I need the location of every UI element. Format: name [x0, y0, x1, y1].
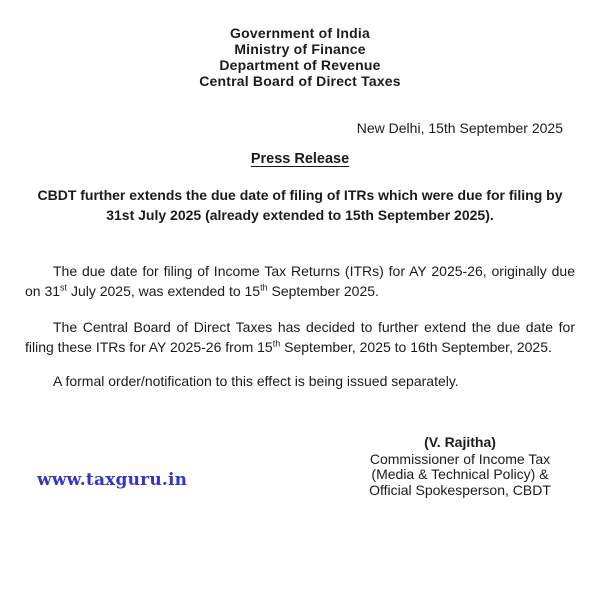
- letterhead: [25, 25, 575, 89]
- ordinal-superscript-th: th: [272, 338, 281, 349]
- paragraph-text: The due date for filing of Income Tax Returns (ITRs) for AY 2025-26, originally due on 31: [25, 263, 575, 299]
- signatory-designation: (Media & Technical Policy) &: [371, 466, 549, 482]
- ordinal-superscript-th: th: [260, 282, 268, 293]
- ordinal-superscript-st: st: [60, 282, 68, 293]
- taxguru-watermark-link[interactable]: www.taxguru.in: [37, 470, 188, 490]
- subject-heading: CBDT further extends the due date of filing of ITRs which were due for filing by 31st July 2025 (already extended to 15th September 2025).: [37, 187, 563, 223]
- paragraph-formal-order: A formal order/notification to this effect is being issued separately.: [53, 373, 459, 389]
- signatory-designation: Official Spokesperson, CBDT: [369, 481, 551, 498]
- paragraph-original-due-date: [25, 261, 575, 301]
- letterhead-line-ministry-of-finance: Ministry of Finance: [234, 41, 366, 57]
- paragraph-text: The Central Board of Direct Taxes has decided to further extend the due date for filing these ITRs for AY 2025-26 from 15: [25, 319, 575, 355]
- signatory-designation: Commissioner of Income Tax: [369, 450, 551, 467]
- paragraph-extension-decision: [25, 317, 575, 357]
- press-release-title: [25, 151, 575, 168]
- paragraph-text: September 2025.: [267, 283, 379, 299]
- paragraph-text: September, 2025 to 16th September, 2025.: [280, 339, 552, 355]
- press-release-title-text: Press Release: [250, 151, 350, 167]
- signatory-name: (V. Rajitha): [424, 434, 496, 450]
- paragraph-text: July 2025, was extended to 15: [67, 283, 261, 299]
- letterhead-line-cbdt: Central Board of Direct Taxes: [199, 73, 401, 89]
- signature-block: [365, 435, 555, 498]
- letterhead-line-government-of-india: Government of India: [230, 25, 370, 41]
- dateline: New Delhi, 15th September 2025: [356, 120, 563, 136]
- letterhead-line-department-of-revenue: Department of Revenue: [219, 57, 381, 73]
